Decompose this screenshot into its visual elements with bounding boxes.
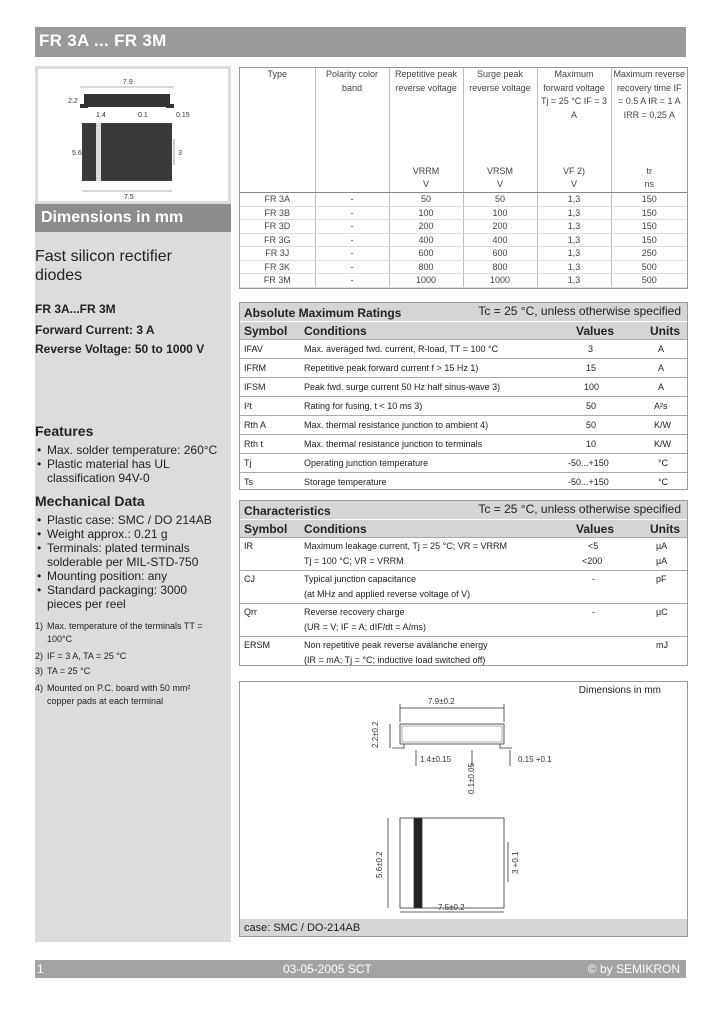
package-outline-icon (38, 69, 228, 201)
case-label: case: SMC / DO-214AB (244, 922, 361, 934)
svg-text:1.4±0.15: 1.4±0.15 (420, 755, 452, 764)
features-heading: Features (35, 423, 94, 439)
footer-date: 03-05-2005 SCT (283, 962, 372, 976)
svg-text:7.5: 7.5 (124, 194, 134, 201)
table-row: IR Maximum leakage current, Tj = 25 °C; VR = VRRM Tj = 100 °C; VR = VRRM <5 <200 µA µA (240, 537, 687, 570)
part-range: FR 3A...FR 3M (35, 302, 116, 316)
table-row: Ts Storage temperature -50...+150 °C (240, 472, 687, 491)
copyright: © by SEMIKRON (587, 962, 680, 976)
list-item: • Plastic material has UL classification 94V-0 (35, 457, 225, 485)
table-row: Rth t Max. thermal resistance junction to terminals 10 K/W (240, 434, 687, 453)
table-row: I²t Rating for fusing, t < 10 ms 3) 50 A²s (240, 396, 687, 415)
sidebar (35, 66, 231, 942)
package-outline-icon (240, 682, 687, 936)
list-item: • Terminals: plated terminals solderable per MIL-STD-750 (35, 541, 225, 569)
svg-text:0.1±0.05: 0.1±0.05 (467, 762, 476, 794)
dimensions-label: Dimensions in mm (41, 209, 184, 226)
svg-text:7.5±0.2: 7.5±0.2 (438, 903, 465, 912)
type-table-header: Type Polarity color band Repetitive peak reverse voltage VRRM V Surge peak reverse voltage VRSM V Maximum forward voltage Tj = 25 °C IF = 3 A VF 2) V Maximum reverse recovery time IF = 0.5 A IR = 1 A IRR = 0,25 A tr ns (240, 68, 687, 193)
forward-current: Forward Current: 3 A (35, 323, 155, 337)
svg-text:7.9±0.2: 7.9±0.2 (428, 697, 455, 706)
reverse-voltage: Reverse Voltage: 50 to 1000 V (35, 342, 205, 356)
package-drawing (239, 681, 688, 937)
title-bar (35, 27, 686, 57)
svg-text:7.9: 7.9 (123, 79, 133, 86)
table-header: Symbol Conditions Values Units (240, 519, 687, 537)
svg-text:1.4: 1.4 (96, 112, 106, 119)
table-row: FR 3D - 200 200 1,3 150 (240, 220, 687, 234)
table-row: FR 3B - 100 100 1,3 150 (240, 206, 687, 220)
table-row: Qrr Reverse recovery charge (UR = V; IF = A; dIF/dt = A/ms) - µC (240, 603, 687, 636)
list-item: • Standard packaging: 3000 pieces per reel (35, 583, 225, 611)
table-row: Rth A Max. thermal resistance junction to ambient 4) 50 K/W (240, 415, 687, 434)
svg-text:2.2: 2.2 (68, 98, 78, 105)
list-item: • Max. solder temperature: 260°C (35, 443, 225, 457)
footnote: 3) TA = 25 °C (35, 666, 91, 676)
table-header: Symbol Conditions Values Units (240, 321, 687, 339)
characteristics-table (239, 500, 688, 666)
table-row: CJ Typical junction capacitance (at MHz and applied reverse voltage of V) - pF (240, 570, 687, 603)
table-row: IFSM Peak fwd. surge current 50 Hz half sinus-wave 3) 100 A (240, 377, 687, 396)
table-row: IFAV Max. averaged fwd. current, R-load, TT = 100 °C 3 A (240, 339, 687, 358)
table-row: FR 3G - 400 400 1,3 150 (240, 233, 687, 247)
table-row: FR 3M - 1000 1000 1,3 500 (240, 274, 687, 288)
svg-text:0.15 +0.1: 0.15 +0.1 (518, 755, 552, 764)
section-conditions: Tc = 25 °C, unless otherwise specified (478, 502, 681, 516)
page-number: 1 (37, 962, 44, 976)
drawing-label: Dimensions in mm (578, 685, 661, 696)
svg-text:3: 3 (178, 150, 182, 157)
table-row: IFRM Repetitive peak forward current f > 15 Hz 1) 15 A (240, 358, 687, 377)
type-table (239, 67, 688, 289)
mechanical-list (35, 513, 225, 611)
table-row: FR 3J - 600 600 1,3 250 (240, 247, 687, 261)
package-thumbnail (38, 69, 228, 201)
list-item: • Plastic case: SMC / DO 214AB (35, 513, 225, 527)
page-title: FR 3A ... FR 3M (39, 31, 167, 50)
mechanical-heading: Mechanical Data (35, 493, 145, 509)
svg-text:0.1: 0.1 (138, 112, 148, 119)
product-title: Fast silicon rectifier diodes (35, 248, 172, 284)
section-title: Absolute Maximum Ratings (244, 306, 402, 320)
svg-text:3 +0.1: 3 +0.1 (511, 851, 520, 874)
absolute-max-ratings-table (239, 302, 688, 490)
svg-text:0.15: 0.15 (176, 112, 190, 119)
footnote: 4) Mounted on P.C. board with 50 mm² copper pads at each terminal (35, 683, 191, 706)
features-list (35, 443, 225, 485)
table-row: Tj Operating junction temperature -50...+150 °C (240, 453, 687, 472)
svg-text:5.6±0.2: 5.6±0.2 (375, 851, 384, 878)
dimensions-banner (35, 204, 231, 232)
svg-text:2.2±0.2: 2.2±0.2 (371, 721, 380, 748)
list-item: • Weight approx.: 0.21 g (35, 527, 225, 541)
section-conditions: Tc = 25 °C, unless otherwise specified (478, 304, 681, 318)
table-row: ERSM Non repetitive peak reverse avalanche energy (IR = mA; Tj = °C; inductive load switched off) mJ (240, 636, 687, 667)
footnote: 2) IF = 3 A, TA = 25 °C (35, 651, 127, 661)
footer (35, 960, 686, 978)
section-title: Characteristics (244, 504, 331, 518)
table-row: FR 3K - 800 800 1,3 500 (240, 260, 687, 274)
footnote: 1) Max. temperature of the terminals TT = 100°C (35, 621, 203, 644)
svg-text:5.6: 5.6 (72, 150, 82, 157)
list-item: • Mounting position: any (35, 569, 225, 583)
table-row: FR 3A - 50 50 1,3 150 (240, 193, 687, 207)
